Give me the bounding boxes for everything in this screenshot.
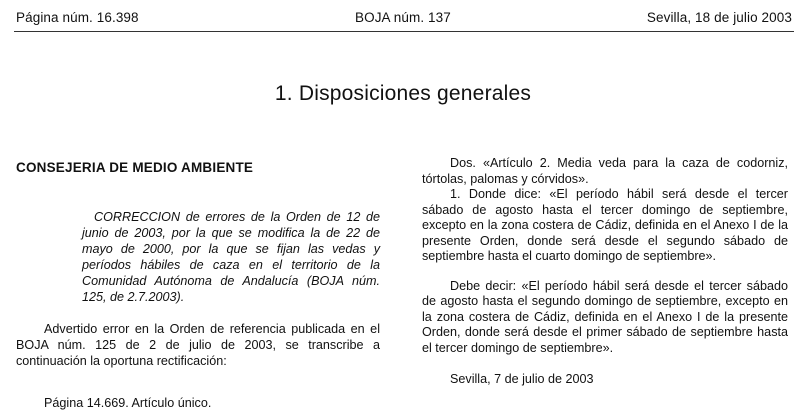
donde-dice-paragraph: 1. Donde dice: «El período hábil será desde el tercer sábado de agosto hasta el tercer domingo de septiembre, excepto en la zona costera de Cádiz, definida en el Anexo I de la presente Orden, donde será desde el segundo sábado de septiembre hasta el cuarto domingo de septiembre».: [422, 187, 788, 263]
right-column: [422, 156, 788, 388]
resolution-summary: CORRECCION de errores de la Orden de 12 de junio de 2003, por la que se modifica la de 22 de mayo de 2000, por la que se fijan las vedas y períodos hábiles de caza en el territorio de la Comunidad Autónoma de Andalucía (BOJA núm. 125, de 2.7.2003).: [82, 210, 380, 304]
left-column: [16, 160, 380, 411]
header-rule: [14, 31, 794, 32]
page-reference: Página 14.669. Artículo único.: [44, 396, 212, 410]
debe-decir-paragraph: Debe decir: «El período hábil será desde el tercer sábado de agosto hasta el segundo domingo de septiembre, excepto en la zona costera de Cádiz, definida en el Anexo I de la presente Orden, donde será desde el primer sábado de septiembre hasta el tercer domingo de septiembre».: [422, 278, 788, 355]
section-title: 1. Disposiciones generales: [274, 82, 532, 105]
page-number: Página núm. 16.398: [16, 10, 139, 25]
article-heading: Dos. «Artículo 2. Media veda para la caza de codorniz, tórtolas, palomas y córvidos».: [422, 156, 788, 186]
signature-date: Sevilla, 7 de julio de 2003: [450, 372, 594, 386]
page-header: [16, 8, 792, 30]
journal-issue: BOJA núm. 137: [355, 10, 451, 25]
department-heading: CONSEJERIA DE MEDIO AMBIENTE: [16, 160, 254, 175]
intro-paragraph: Advertido error en la Orden de referencia publicada en el BOJA núm. 125 de 2 de julio de 2003, se transcribe a continuación la oportuna rectificación:: [16, 322, 380, 368]
header-date: Sevilla, 18 de julio 2003: [646, 10, 792, 25]
